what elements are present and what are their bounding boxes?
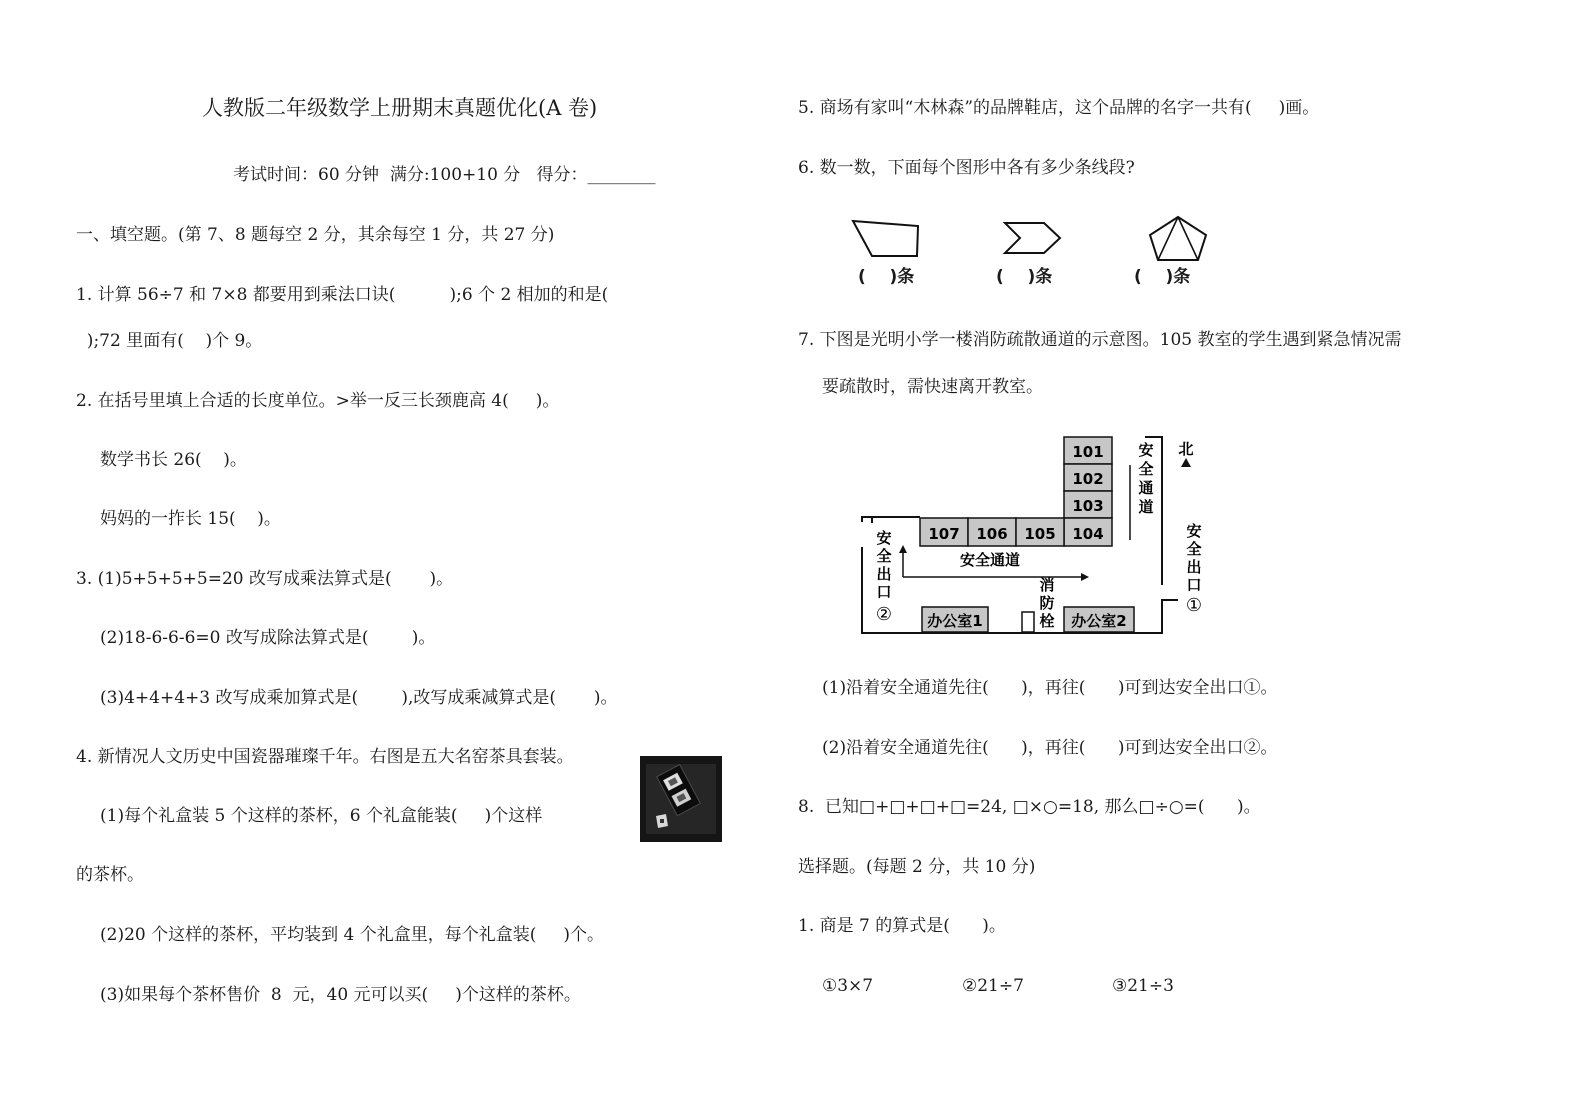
q4-line2: (1)每个礼盒装 5 个这样的茶杯，6 个礼盒能装( )个这样 (100, 806, 543, 826)
q2-line1: 2. 在括号里填上合适的长度单位。>举一反三长颈鹿高 4( )。 (76, 391, 560, 411)
c1-question: 1. 商是 7 的算式是( )。 (798, 916, 1006, 936)
q7-sub2: (2)沿着安全通道先往( )，再往( )可到达安全出口②。 (822, 738, 1278, 758)
room-107-label: 107 (928, 525, 960, 543)
room-102-label: 102 (1072, 470, 1104, 488)
exam-info: 考试时间：60 分钟 满分:100+10 分 得分：________ (233, 165, 656, 185)
q6-shape-pentagon (1146, 214, 1210, 264)
page-title: 人教版二年级数学上册期末真题优化(A 卷) (202, 96, 598, 120)
north-label: 北 (1178, 440, 1194, 458)
hydrant-char-3: 栓 (1039, 612, 1055, 630)
office-2-label: 办公室2 (1071, 612, 1127, 630)
q4-line4: (2)20 个这样的茶杯，平均装到 4 个礼盒里，每个礼盒装( )个。 (100, 925, 605, 945)
exit1-char-1: 安 (1186, 522, 1202, 540)
q2-line2: 数学书长 26( )。 (100, 450, 247, 470)
q8: 8. 已知□+□+□+□=24, □×○=18, 那么□÷○=( )。 (798, 797, 1261, 817)
q1-line2: );72 里面有( )个 9。 (76, 331, 263, 351)
c1-option-3: ③21÷3 (1112, 976, 1174, 996)
q7-sub1: (1)沿着安全通道先往( )，再往( )可到达安全出口①。 (822, 678, 1278, 698)
rooms-column (1064, 437, 1112, 546)
c1-option-1: ①3×7 (822, 976, 874, 996)
hydrant-char-2: 防 (1039, 594, 1055, 612)
hydrant-box (1022, 612, 1034, 632)
q3-line1: 3. (1)5+5+5+5=20 改写成乘法算式是( )。 (76, 569, 454, 589)
q4-line3: 的茶杯。 (76, 865, 144, 885)
tea-set-photo (640, 756, 722, 842)
corridor-vertical-char-3: 通 (1138, 479, 1154, 497)
exit2-char-2: 全 (876, 547, 892, 565)
q7-line2: 要疏散时，需快速离开教室。 (822, 377, 1043, 397)
q4-line5: (3)如果每个茶杯售价 8 元，40 元可以买( )个这样的茶杯。 (100, 985, 581, 1005)
c1-option-2: ②21÷7 (962, 976, 1024, 996)
corridor-vertical-char-4: 道 (1138, 498, 1154, 516)
exit2-char-3: 出 (876, 565, 892, 583)
exit1-char-3: 出 (1186, 558, 1202, 576)
corridor-vertical-char-2: 全 (1138, 460, 1154, 478)
q6-blank-1: ( )条 (858, 267, 915, 287)
corridor-vertical-char-1: 安 (1138, 441, 1154, 459)
q4-line1: 4. 新情况人文历史中国瓷器璀璨千年。右图是五大名窑茶具套装。 (76, 747, 574, 767)
room-101-label: 101 (1072, 443, 1104, 461)
exit2-char-4: 口 (876, 583, 892, 601)
section-fill-in: 一、填空题。(第 7、8 题每空 2 分，其余每空 1 分，共 27 分) (76, 225, 555, 245)
q5: 5. 商场有家叫“木林森”的品牌鞋店，这个品牌的名字一共有( )画。 (798, 98, 1320, 118)
q6: 6. 数一数，下面每个图形中各有多少条线段? (798, 158, 1135, 178)
q2-line3: 妈妈的一拃长 15( )。 (100, 509, 281, 529)
section-choice: 选择题。(每题 2 分，共 10 分) (798, 857, 1036, 877)
room-103-label: 103 (1072, 497, 1104, 515)
evacuation-map (840, 430, 1220, 640)
q1-line1: 1. 计算 56÷7 和 7×8 都要用到乘法口诀( );6 个 2 相加的和是( (76, 285, 609, 305)
q6-shape-arrow (1002, 220, 1064, 256)
room-106-label: 106 (976, 525, 1008, 543)
office-1-label: 办公室1 (927, 612, 983, 630)
exit2-char-1: 安 (876, 529, 892, 547)
room-105-label: 105 (1024, 525, 1056, 543)
corridor-horizontal-label: 安全通道 (959, 551, 1021, 569)
exit1-char-4: 口 (1186, 576, 1202, 594)
room-104-label: 104 (1072, 525, 1104, 543)
north-arrow-icon (1181, 458, 1191, 467)
exit1-char-2: 全 (1186, 540, 1202, 558)
exit1-number: ① (1185, 595, 1203, 616)
q7-line1: 7. 下图是光明小学一楼消防疏散通道的示意图。105 教室的学生遇到紧急情况需 (798, 330, 1402, 350)
q3-line2: (2)18-6-6-6=0 改写成除法算式是( )。 (100, 628, 436, 648)
hydrant-char-1: 消 (1039, 576, 1055, 594)
q6-shape-quadrilateral (850, 218, 922, 260)
exit2-number: ② (875, 604, 893, 625)
q3-line3: (3)4+4+4+3 改写成乘加算式是( ),改写成乘减算式是( )。 (100, 688, 618, 708)
q6-blank-2: ( )条 (996, 267, 1053, 287)
q6-blank-3: ( )条 (1134, 267, 1191, 287)
